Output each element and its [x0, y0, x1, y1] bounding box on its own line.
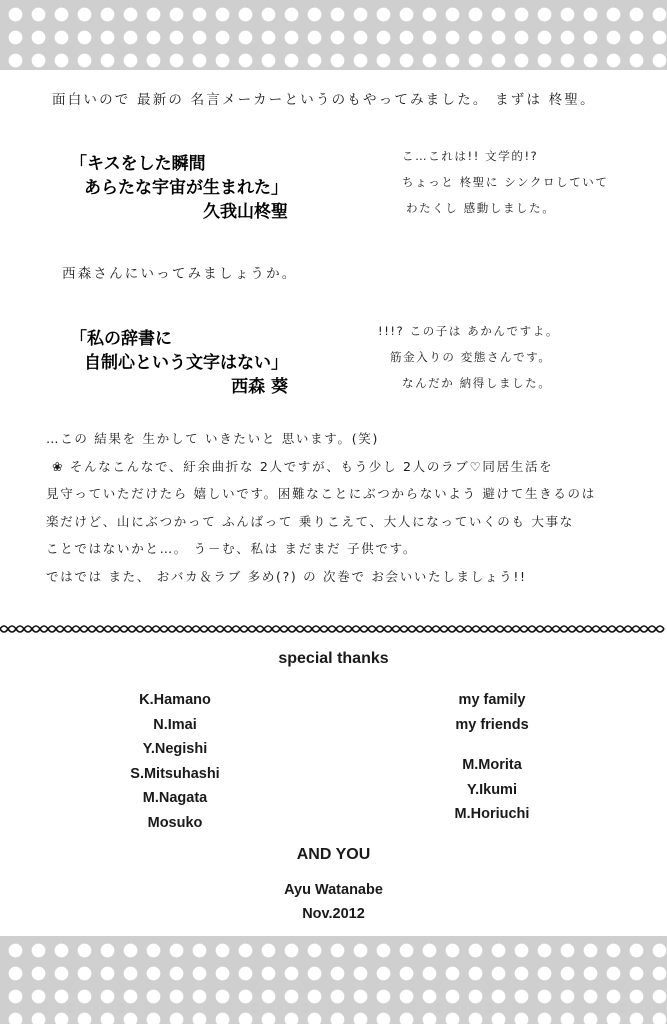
credit-name: K.Hamano [139, 692, 211, 708]
thanks-right-column [412, 688, 572, 827]
and-you-text: AND YOU [296, 846, 371, 863]
paragraph-line: ことではないかと…。 う－む、私は まだまだ 子供です。 [46, 541, 418, 556]
credit-name: S.Mitsuhashi [130, 765, 220, 782]
date-text: Nov.2012 [302, 906, 365, 922]
note-literary [402, 143, 609, 221]
quote-line: 自制心という文字はない」 [84, 353, 288, 373]
author-signature: Ayu Watanabe [284, 882, 383, 898]
polka-dot-border-bottom [0, 936, 667, 1024]
credit-name: Mosuko [147, 814, 203, 831]
thanks-left-column [95, 688, 255, 835]
paragraph-line: ❀ そんなこんなで、紆余曲折な 2人ですが、もう少し 2人のラブ♡同居生活を [52, 458, 554, 474]
decorative-divider [0, 622, 667, 636]
quote-line: 「私の辞書に [70, 329, 172, 349]
note-pervert [378, 318, 559, 396]
note-line: !!!? この子は あかんですよ。 [378, 324, 559, 338]
credit-name: Y.Negishi [142, 741, 208, 757]
note-line: わたくし 感動しました。 [406, 201, 556, 215]
quote-kugayama [70, 152, 288, 224]
credit-name: N.Imai [153, 716, 197, 733]
paragraph-line: 楽だけど、山にぶつかって ふんばって 乗りこえて、大人になっていくのも 大事な [46, 513, 574, 529]
quote-author: 久我山柊聖 [203, 202, 288, 222]
paragraph-line: 見守っていただけたら 嬉しいです。困難なことにぶつからないよう 避けて生きるのは [46, 486, 596, 501]
polka-dot-border-top [0, 0, 667, 70]
note-line: こ…これは!! 文学的!? [402, 149, 539, 163]
quote-nishimori [70, 327, 288, 399]
note-line: なんだか 納得しました。 [402, 376, 552, 390]
intro-text: 面白いので 最新の 名言メーカーというのもやってみました。 まずは 柊聖。 [52, 92, 596, 108]
note-line: ちょっと 柊聖に シンクロしていて [402, 175, 609, 189]
special-thanks-heading: special thanks [278, 650, 389, 667]
quote-author: 西森 葵 [231, 377, 288, 397]
note-line: 筋金入りの 変態さんです。 [390, 350, 552, 364]
credit-name: M.Horiuchi [454, 806, 530, 822]
paragraph-line: …この 結果を 生かして いきたいと 思います。(笑) [46, 431, 380, 446]
credit-name: M.Nagata [142, 790, 208, 806]
credit-name: my friends [455, 716, 529, 733]
credit-name: M.Morita [462, 757, 522, 773]
quote-line: あらたな宇宙が生まれた」 [84, 178, 288, 198]
credit-name: Y.Ikumi [467, 781, 517, 798]
afterword-paragraph [46, 425, 636, 590]
paragraph-line: ではでは また、 おバカ＆ラブ 多め(?) の 次巻で お会いいたしましょう!! [46, 568, 527, 584]
second-intro-text: 西森さんにいってみましょうか。 [62, 266, 298, 282]
quote-line: 「キスをした瞬間 [70, 154, 206, 174]
credit-name: my family [458, 692, 526, 708]
